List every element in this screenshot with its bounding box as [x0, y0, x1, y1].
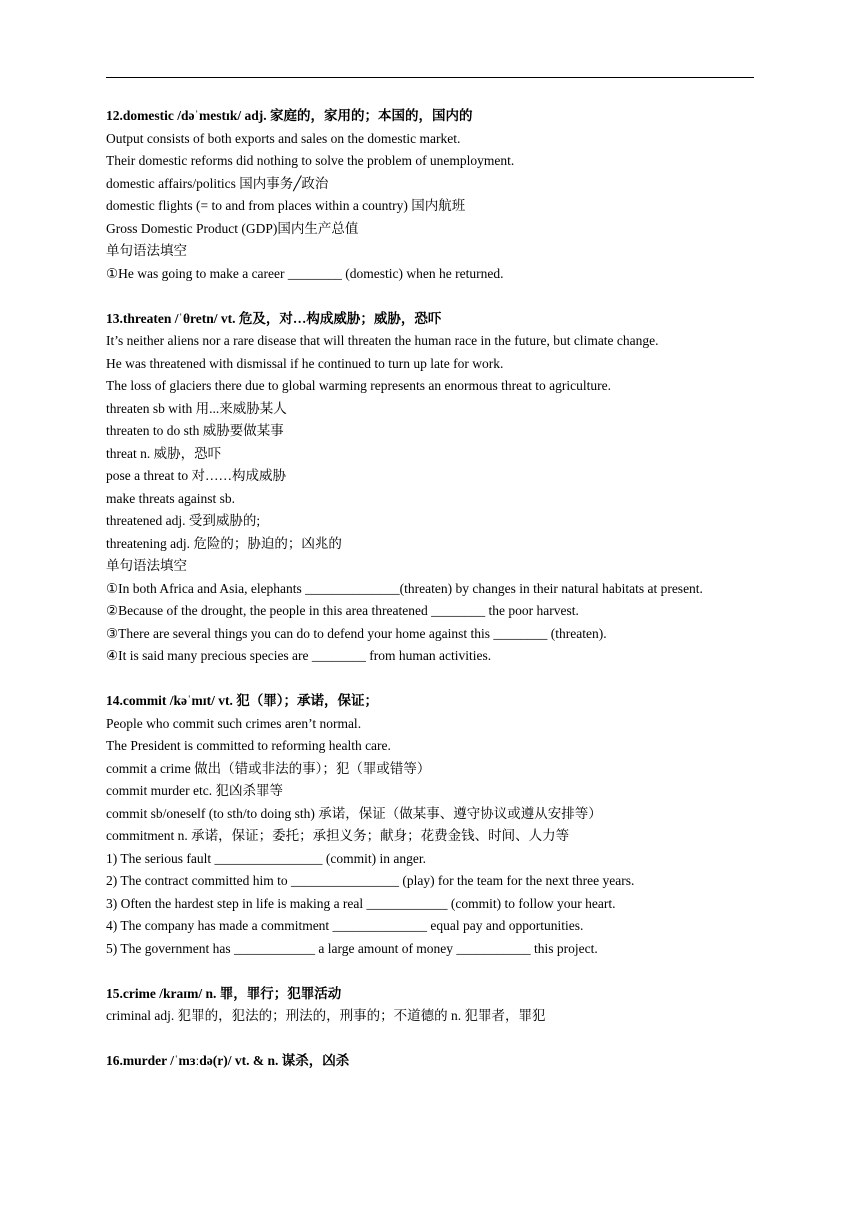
phrase-item: threaten to do sth 威胁要做某事 — [106, 423, 284, 438]
example-sentence: The President is committed to reforming health care. — [106, 738, 391, 753]
spacer — [106, 960, 754, 983]
phrase-item: threatening adj. 危险的；胁迫的；凶兆的 — [106, 535, 342, 551]
phrase-item: commit a crime 做出（错或非法的事）；犯（罪或错等） — [106, 760, 431, 776]
entry-heading: 14.commit /kəˈmɪt/ vt. 犯（罪）；承诺，保证； — [106, 693, 378, 708]
exercise-item: ③There are several things you can do to defend your home against this ________ (threaten). — [106, 625, 607, 641]
phrase-item: threaten sb with 用...来威胁某人 — [106, 400, 287, 416]
spacer — [106, 1028, 754, 1051]
exercise-item: 4) The company has made a commitment ______________ equal pay and opportunities. — [106, 918, 584, 933]
entry-crime — [106, 983, 754, 1028]
entry-heading: 16.murder /ˈmɜːdə(r)/ vt. & n. 谋杀，凶杀 — [106, 1053, 350, 1068]
exercise-label: 单句语法填空 — [106, 558, 187, 573]
exercise-item: 5) The government has ____________ a large amount of money ___________ this project. — [106, 940, 598, 956]
entry-murder — [106, 1050, 754, 1073]
exercise-item: 1) The serious fault ________________ (commit) in anger. — [106, 850, 426, 866]
entry-heading: 15.crime /kraɪm/ n. 罪，罪行；犯罪活动 — [106, 985, 342, 1001]
phrase-item: threat n. 威胁，恐吓 — [106, 445, 222, 461]
phrase-item: Gross Domestic Product (GDP)国内生产总值 — [106, 220, 359, 236]
phrase-item: domestic affairs/politics 国内事务╱政治 — [106, 175, 329, 191]
entry-commit — [106, 690, 754, 960]
phrase-item: commit murder etc. 犯凶杀罪等 — [106, 783, 283, 798]
example-sentence: It’s neither aliens nor a rare disease that will threaten the human race in the future, but climate change. — [106, 333, 659, 348]
exercise-label: 单句语法填空 — [106, 243, 187, 258]
entry-heading: 13.threaten /ˈθretn/ vt. 危及，对…构成威胁；威胁，恐吓 — [106, 310, 442, 326]
example-sentence: He was threatened with dismissal if he continued to turn up late for work. — [106, 355, 504, 371]
exercise-item: ④It is said many precious species are ________ from human activities. — [106, 648, 492, 663]
exercise-item: ①He was going to make a career ________ (domestic) when he returned. — [106, 265, 504, 281]
example-sentence: Their domestic reforms did nothing to solve the problem of unemployment. — [106, 153, 515, 168]
phrase-item: commitment n. 承诺，保证；委托；承担义务；献身；花费金钱、时间、人力等 — [106, 828, 570, 843]
exercise-item: ②Because of the drought, the people in this area threatened ________ the poor harvest. — [106, 603, 579, 618]
spacer — [106, 285, 754, 308]
example-sentence: The loss of glaciers there due to global warming represents an enormous threat to agriculture. — [106, 378, 611, 393]
entry-domestic — [106, 105, 754, 285]
header-rule — [106, 77, 754, 78]
phrase-item: domestic flights (= to and from places within a country) 国内航班 — [106, 198, 466, 213]
example-sentence: People who commit such crimes aren’t normal. — [106, 715, 362, 731]
exercise-item: ①In both Africa and Asia, elephants ______________(threaten) by changes in their natural habitats at present. — [106, 580, 703, 596]
exercise-item: 2) The contract committed him to ________________ (play) for the team for the next three years. — [106, 873, 635, 888]
exercise-item: 3) Often the hardest step in life is making a real ____________ (commit) to follow your heart. — [106, 895, 616, 911]
example-sentence: Output consists of both exports and sales on the domestic market. — [106, 130, 461, 146]
phrase-item: pose a threat to 对……构成威胁 — [106, 468, 286, 483]
phrase-item: make threats against sb. — [106, 490, 235, 506]
spacer — [106, 668, 754, 691]
phrase-item: commit sb/oneself (to sth/to doing sth) 承诺，保证（做某事、遵守协议或遵从安排等） — [106, 805, 602, 821]
document-body — [106, 105, 754, 1073]
phrase-item: criminal adj. 犯罪的，犯法的；刑法的，刑事的；不道德的 n. 犯罪者，罪犯 — [106, 1008, 546, 1023]
phrase-item: threatened adj. 受到威胁的; — [106, 513, 261, 528]
entry-heading: 12.domestic /dəˈmestɪk/ adj. 家庭的，家用的；本国的，国内的 — [106, 108, 473, 123]
entry-threaten — [106, 308, 754, 668]
